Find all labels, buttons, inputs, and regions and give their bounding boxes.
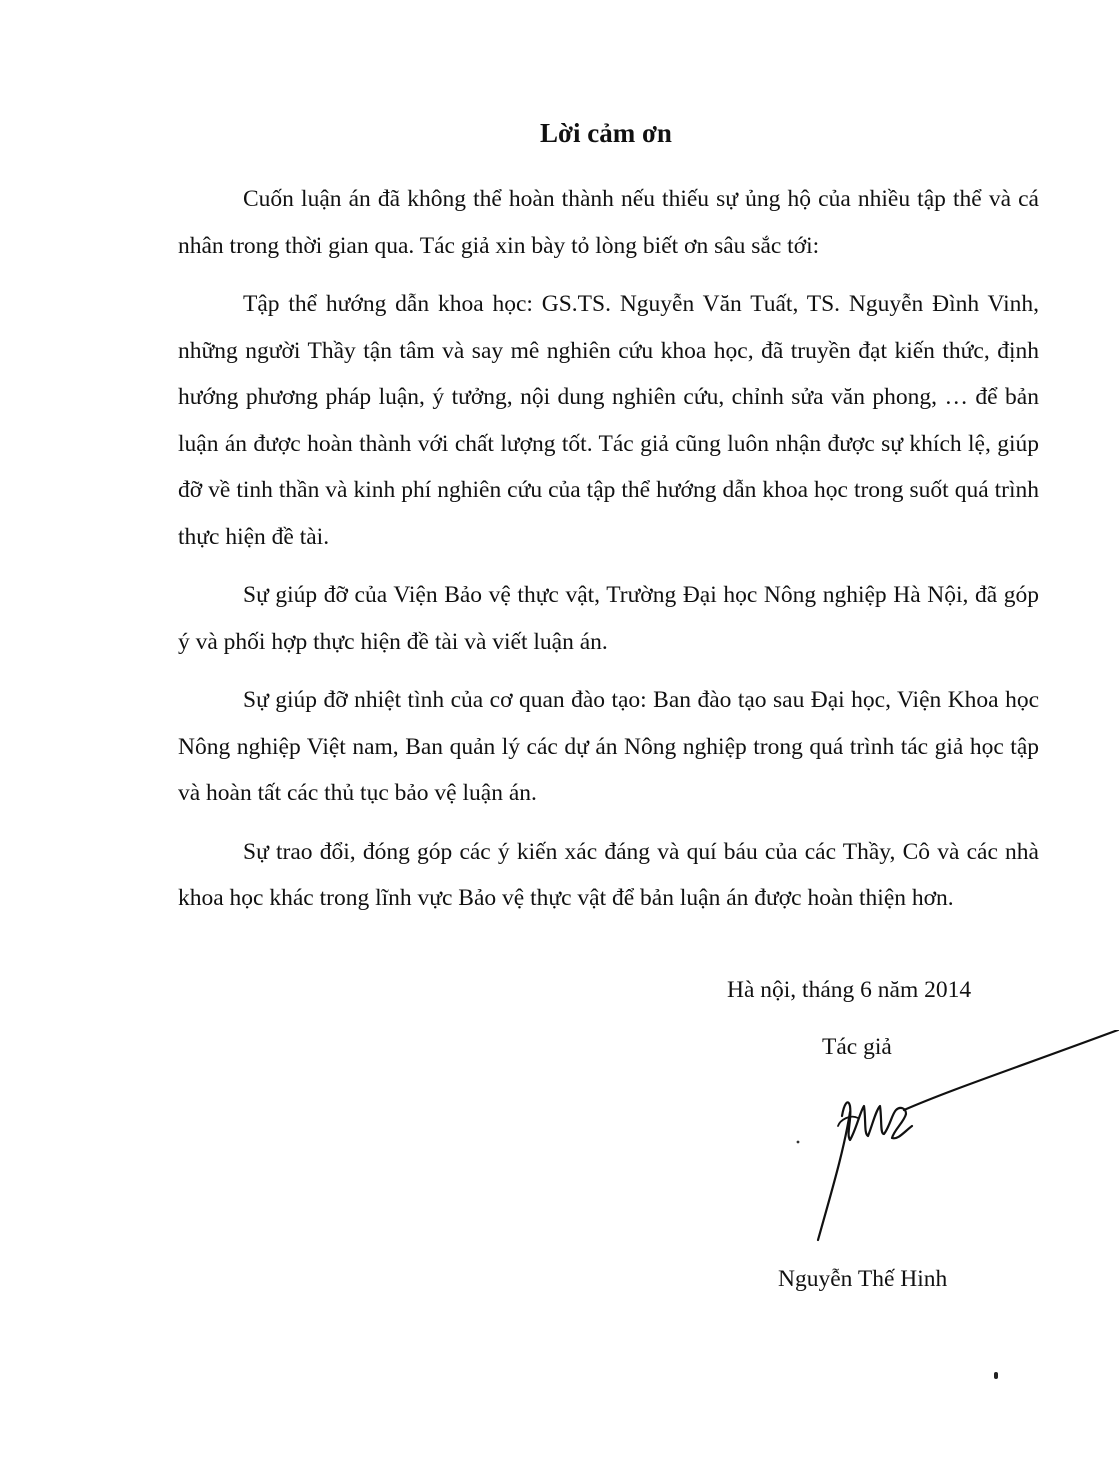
handwritten-signature [780, 1030, 1120, 1250]
page-title: Lời cảm ơn [540, 118, 672, 148]
author-name: Nguyễn Thế Hinh [778, 1266, 948, 1292]
paragraph-supervisors: Tập thể hướng dẫn khoa học: GS.TS. Nguyễn Văn Tuất, TS. Nguyễn Đình Vinh, những người Thầy tận tâm và say mê nghiên cứu khoa học, đã truyền đạt kiến thức, định hướng phương pháp luận, ý tưởng, nội dung nghiên cứu, chỉnh sửa văn phong, … để bản luận án được hoàn thành với chất lượng tốt. Tác giả cũng luôn nhận được sự khích lệ, giúp đỡ về tinh thần và kinh phí nghiên cứu của tập thể hướng dẫn khoa học trong suốt quá trình thực hiện đề tài. [178, 291, 1039, 550]
date-line: Hà nội, tháng 6 năm 2014 [727, 977, 972, 1003]
paragraph-training-agency: Sự giúp đỡ nhiệt tình của cơ quan đào tạo: Ban đào tạo sau Đại học, Viện Khoa học Nông nghiệp Việt nam, Ban quản lý các dự án Nông nghiệp trong quá trình tác giả học tập và hoàn tất các thủ tục bảo vệ luận án. [178, 687, 1039, 806]
paragraph-colleagues: Sự trao đổi, đóng góp các ý kiến xác đáng và quí báu của các Thầy, Cô và các nhà khoa học khác trong lĩnh vực Bảo vệ thực vật để bản luận án được hoàn thiện hơn. [178, 838, 1039, 911]
paragraph-institutes: Sự giúp đỡ của Viện Bảo vệ thực vật, Trường Đại học Nông nghiệp Hà Nội, đã góp ý và phối hợp thực hiện đề tài và viết luận án. [178, 582, 1039, 655]
author-label: Tác giả [822, 1034, 892, 1060]
paragraph-intro: Cuốn luận án đã không thể hoàn thành nếu thiếu sự ủng hộ của nhiều tập thể và cá nhân trong thời gian qua. Tác giả xin bày tỏ lòng biết ơn sâu sắc tới: [178, 186, 1039, 259]
scan-speck [994, 1372, 998, 1379]
document-body [178, 176, 1039, 934]
